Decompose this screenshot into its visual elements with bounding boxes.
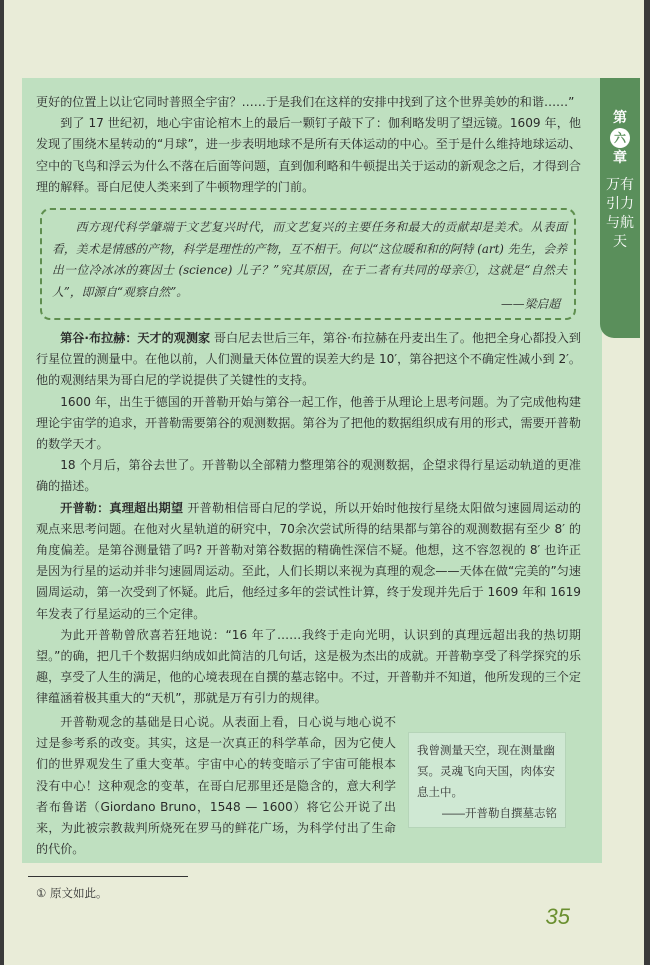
page-number: 35 — [545, 904, 570, 929]
kepler-heading: 开普勒：真理超出期望 — [60, 500, 184, 515]
kepler-paragraph-3: 为此开普勒曾欣喜若狂地说：“16 年了……我终于走向光明，认识到的真理远超出我的热切期望。”的确，把几千个数据归纳成如此简洁的几句话，这是极为杰出的成就。开普勒享受了科学探究的乐趣，享受了人生的满足，他的心境表现在自撰的墓志铭中。不过，开普勒并不知道，他所发现的三个定律蕴涵着极其重大的“天机”，那就是万有引力的规律。 — [36, 627, 581, 706]
paragraph-2: 到了 17 世纪初，地心宇宙论棺木上的最后一颗钉子敲下了：伽利略发明了望远镜。1609 年，他发现了围绕木星转动的“月球”，进一步表明地球不是所有天体运动的中心。至于是什么维持地球运动、空中的飞鸟和浮云为什么不落在后面等问题，直到伽利略和牛顿提出关于运动的新观念之后，才得到合理的解释。哥白尼使人类来到了牛顿物理学的门前。 — [36, 116, 581, 194]
epitaph-box — [408, 732, 566, 828]
kepler-text: 开普勒相信哥白尼的学说，所以开始时他按行星绕太阳做匀速圆周运动的观点来思考问题。在他对火星轨道的研究中，70余次尝试所得的结果都与第谷的观测数据有至少 8′ 的角度偏差。是第谷测量错了吗? 开普勒对第谷数据的精确性深信不疑。他想，这不容忽视的 8′ 也许正是因为行星的运动并非匀速圆周运动。至此，人们长期以来视为真理的观念——天体在做“完美的”匀速圆周运动，第一次受到了怀疑。此后，他经过多年的尝试性计算，终于发现并先后于 1609 年和 1619 年发表了行星运动的三个定律。 — [36, 500, 581, 621]
final-text — [36, 712, 396, 860]
main-text — [36, 328, 581, 710]
quote-attribution: ——梁启超 — [501, 297, 560, 311]
top-margin — [4, 0, 644, 72]
footnote: ① 原文如此。 — [36, 886, 108, 900]
kepler-paragraph-2: 18 个月后，第谷去世了。开普勒以全部精力整理第谷的观测数据，企望求得行星运动轨道的更准确的描述。 — [36, 458, 581, 494]
quote-text-container — [52, 217, 567, 303]
chapter-title: 万有引力与航天 — [606, 177, 634, 250]
tycho-text: 哥白尼去世后三年，第谷·布拉赫在丹麦出生了。他把全身心都投入到行星位置的测量中。在他以前，人们测量天体位置的误差大约是 10′，第谷把这个不确定性减小到 2′。他的观测结果为哥白尼的学说提供了关键性的支持。 — [36, 331, 581, 388]
chapter-tab-label — [606, 108, 634, 252]
footnote-divider — [28, 876, 188, 877]
kepler-section-paragraph — [36, 498, 581, 625]
tycho-paragraph — [36, 328, 581, 392]
epitaph-text: 我曾测量天空，现在测量幽冥。灵魂飞向天国，肉体安息土中。 — [417, 745, 555, 799]
tycho-heading: 第谷·布拉赫：天才的观测家 — [60, 331, 211, 345]
intro-text — [36, 92, 581, 198]
chapter-label-bottom: 章 — [613, 150, 627, 166]
paragraph-1: 更好的位置上以让它同时普照全宇宙？……于是我们在这样的安排中找到了这个世界美妙的和谐……” — [36, 95, 575, 109]
chapter-number-badge: 六 — [610, 128, 630, 148]
kepler-paragraph-4: 开普勒观念的基础是日心说。从表面上看，日心说与地心说不过是参考系的改变。其实，这是一次真正的科学革命，因为它使人们的世界观发生了重大变革。宇宙中心的转变暗示了宇宙可能根本没有中心！这种观念的变革，在哥白尼那里还是隐含的，意大利学者布鲁诺（Giordano Bruno，1548 — 1600）将它公开说了出来，为此被宗教裁判所烧死在罗马的鲜花广场，为科学付出了生命的代价。 — [36, 715, 396, 857]
kepler-paragraph-1: 1600 年，出生于德国的开普勒开始与第谷一起工作，他善于从理论上思考问题。为了完成他构建理论宇宙学的追求，开普勒需要第谷的观测数据。第谷为了把他的数据组织成有用的形式，需要开普勒的数学天才。 — [36, 394, 581, 452]
quote-text: 西方现代科学肇端于文艺复兴时代，而文艺复兴的主要任务和最大的贡献却是美术。从表面看，美术是情感的产物，科学是理性的产物，互不相干。何以“这位暖和和的阿特 (art) 先生，会养出一位冷冰冰的赛因士 (science) 儿子？”究其原因，在于二者有共同的母亲①，这就是“自然夫人”，即源自“观察自然”。 — [52, 220, 567, 299]
epitaph-signature: ——开普勒自撰墓志铭 — [442, 808, 557, 820]
chapter-label-top: 第 — [613, 110, 627, 126]
